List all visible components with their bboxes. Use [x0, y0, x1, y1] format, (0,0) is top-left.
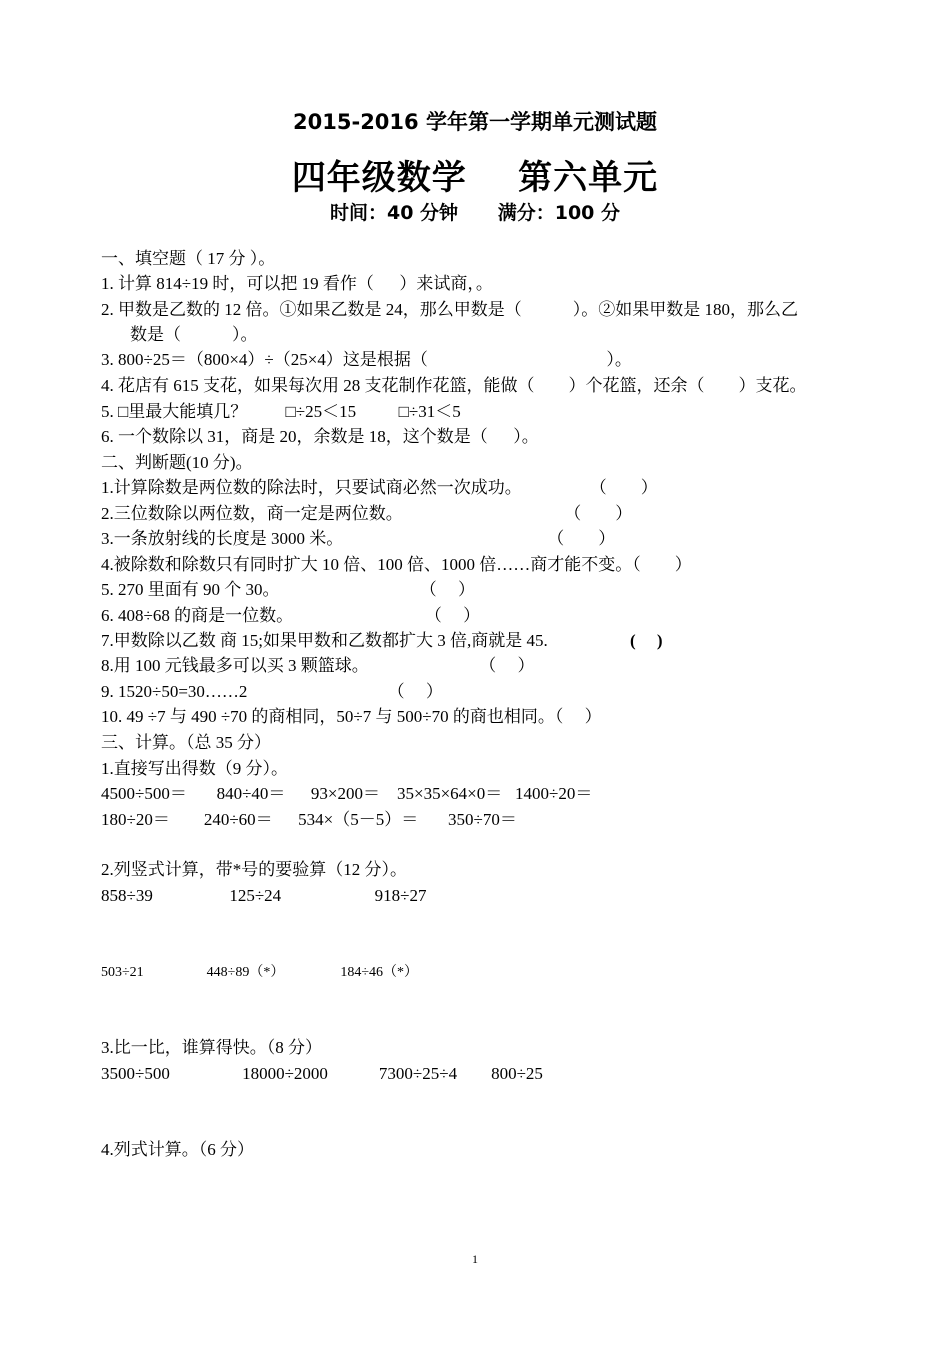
section2-title: 二、判断题(10 分)。	[101, 453, 253, 472]
fill-question-5: 5. □里最大能填几？ □÷25＜15 □÷31＜5	[101, 402, 461, 421]
judge-question-6: 6. 408÷68 的商是一位数。 （ ）	[101, 606, 481, 625]
judge-question-2: 2.三位数除以两位数，商一定是两位数。 （ ）	[101, 504, 633, 523]
judge-question-7-paren: ( )	[630, 631, 663, 650]
fill-question-4: 4. 花店有 615 支花，如果每次用 28 支花制作花篮，能做（ ）个花篮，还余（ ）支花。	[101, 376, 807, 395]
calc-part1-row2: 180÷20＝ 240÷60＝ 534×（5－5）＝ 350÷70＝	[101, 810, 517, 829]
page-number: 1	[472, 1252, 478, 1266]
judge-question-10: 10. 49 ÷7 与 490 ÷70 的商相同，50÷7 与 500÷70 的商也相同。（ ）	[101, 707, 602, 726]
judge-question-5: 5. 270 里面有 90 个 30。 （ ）	[101, 580, 475, 599]
calc-part2-row1: 858÷39 125÷24 918÷27	[101, 886, 427, 905]
judge-question-3: 3.一条放射线的长度是 3000 米。 （ ）	[101, 529, 616, 548]
section1-title: 一、填空题（ 17 分 ）。	[101, 249, 276, 268]
fill-question-6: 6. 一个数除以 31，商是 20，余数是 18，这个数是（ ）。	[101, 427, 539, 446]
page-title: 四年级数学 第六单元	[291, 158, 659, 198]
fill-question-1: 1. 计算 814÷19 时，可以把 19 看作（ ）来试商，。	[101, 274, 493, 293]
calc-part1-title: 1.直接写出得数（9 分）。	[101, 759, 288, 778]
calc-part2-title: 2.列竖式计算，带*号的要验算（12 分）。	[101, 860, 407, 879]
judge-question-8: 8.用 100 元钱最多可以买 3 颗篮球。 （ ）	[101, 656, 535, 675]
calc-part2-row2: 503÷21 448÷89（*） 184÷46（*）	[101, 965, 419, 980]
fill-question-2: 2. 甲数是乙数的 12 倍。①如果乙数是 24，那么甲数是（ ）。②如果甲数是 180，那么乙	[101, 300, 798, 319]
fill-question-3: 3. 800÷25＝（800×4）÷（25×4）这是根据（ ）。	[101, 350, 632, 369]
school-year-heading: 2015-2016 学年第一学期单元测试题	[293, 110, 657, 134]
fill-question-2-cont: 数是（ ）。	[130, 325, 258, 344]
calc-part4-title: 4.列式计算。（6 分）	[101, 1140, 254, 1159]
judge-question-7: 7.甲数除以乙数 商 15;如果甲数和乙数都扩大 3 倍,商就是 45.	[101, 631, 548, 650]
section3-title: 三、计算。（总 35 分）	[101, 733, 271, 752]
judge-question-9: 9. 1520÷50=30……2 （ ）	[101, 682, 443, 701]
exam-meta: 时间：40 分钟 满分：100 分	[329, 202, 621, 224]
judge-question-4: 4.被除数和除数只有同时扩大 10 倍、100 倍、1000 倍……商才能不变。（ ）	[101, 555, 692, 574]
calc-part1-row1: 4500÷500＝ 840÷40＝ 93×200＝ 35×35×64×0＝ 1400÷20＝	[101, 784, 593, 803]
calc-part3-title: 3.比一比，谁算得快。（8 分）	[101, 1038, 322, 1057]
calc-part3-row1: 3500÷500 18000÷2000 7300÷25÷4 800÷25	[101, 1064, 543, 1083]
judge-question-1: 1.计算除数是两位数的除法时，只要试商必然一次成功。 （ ）	[101, 478, 658, 497]
